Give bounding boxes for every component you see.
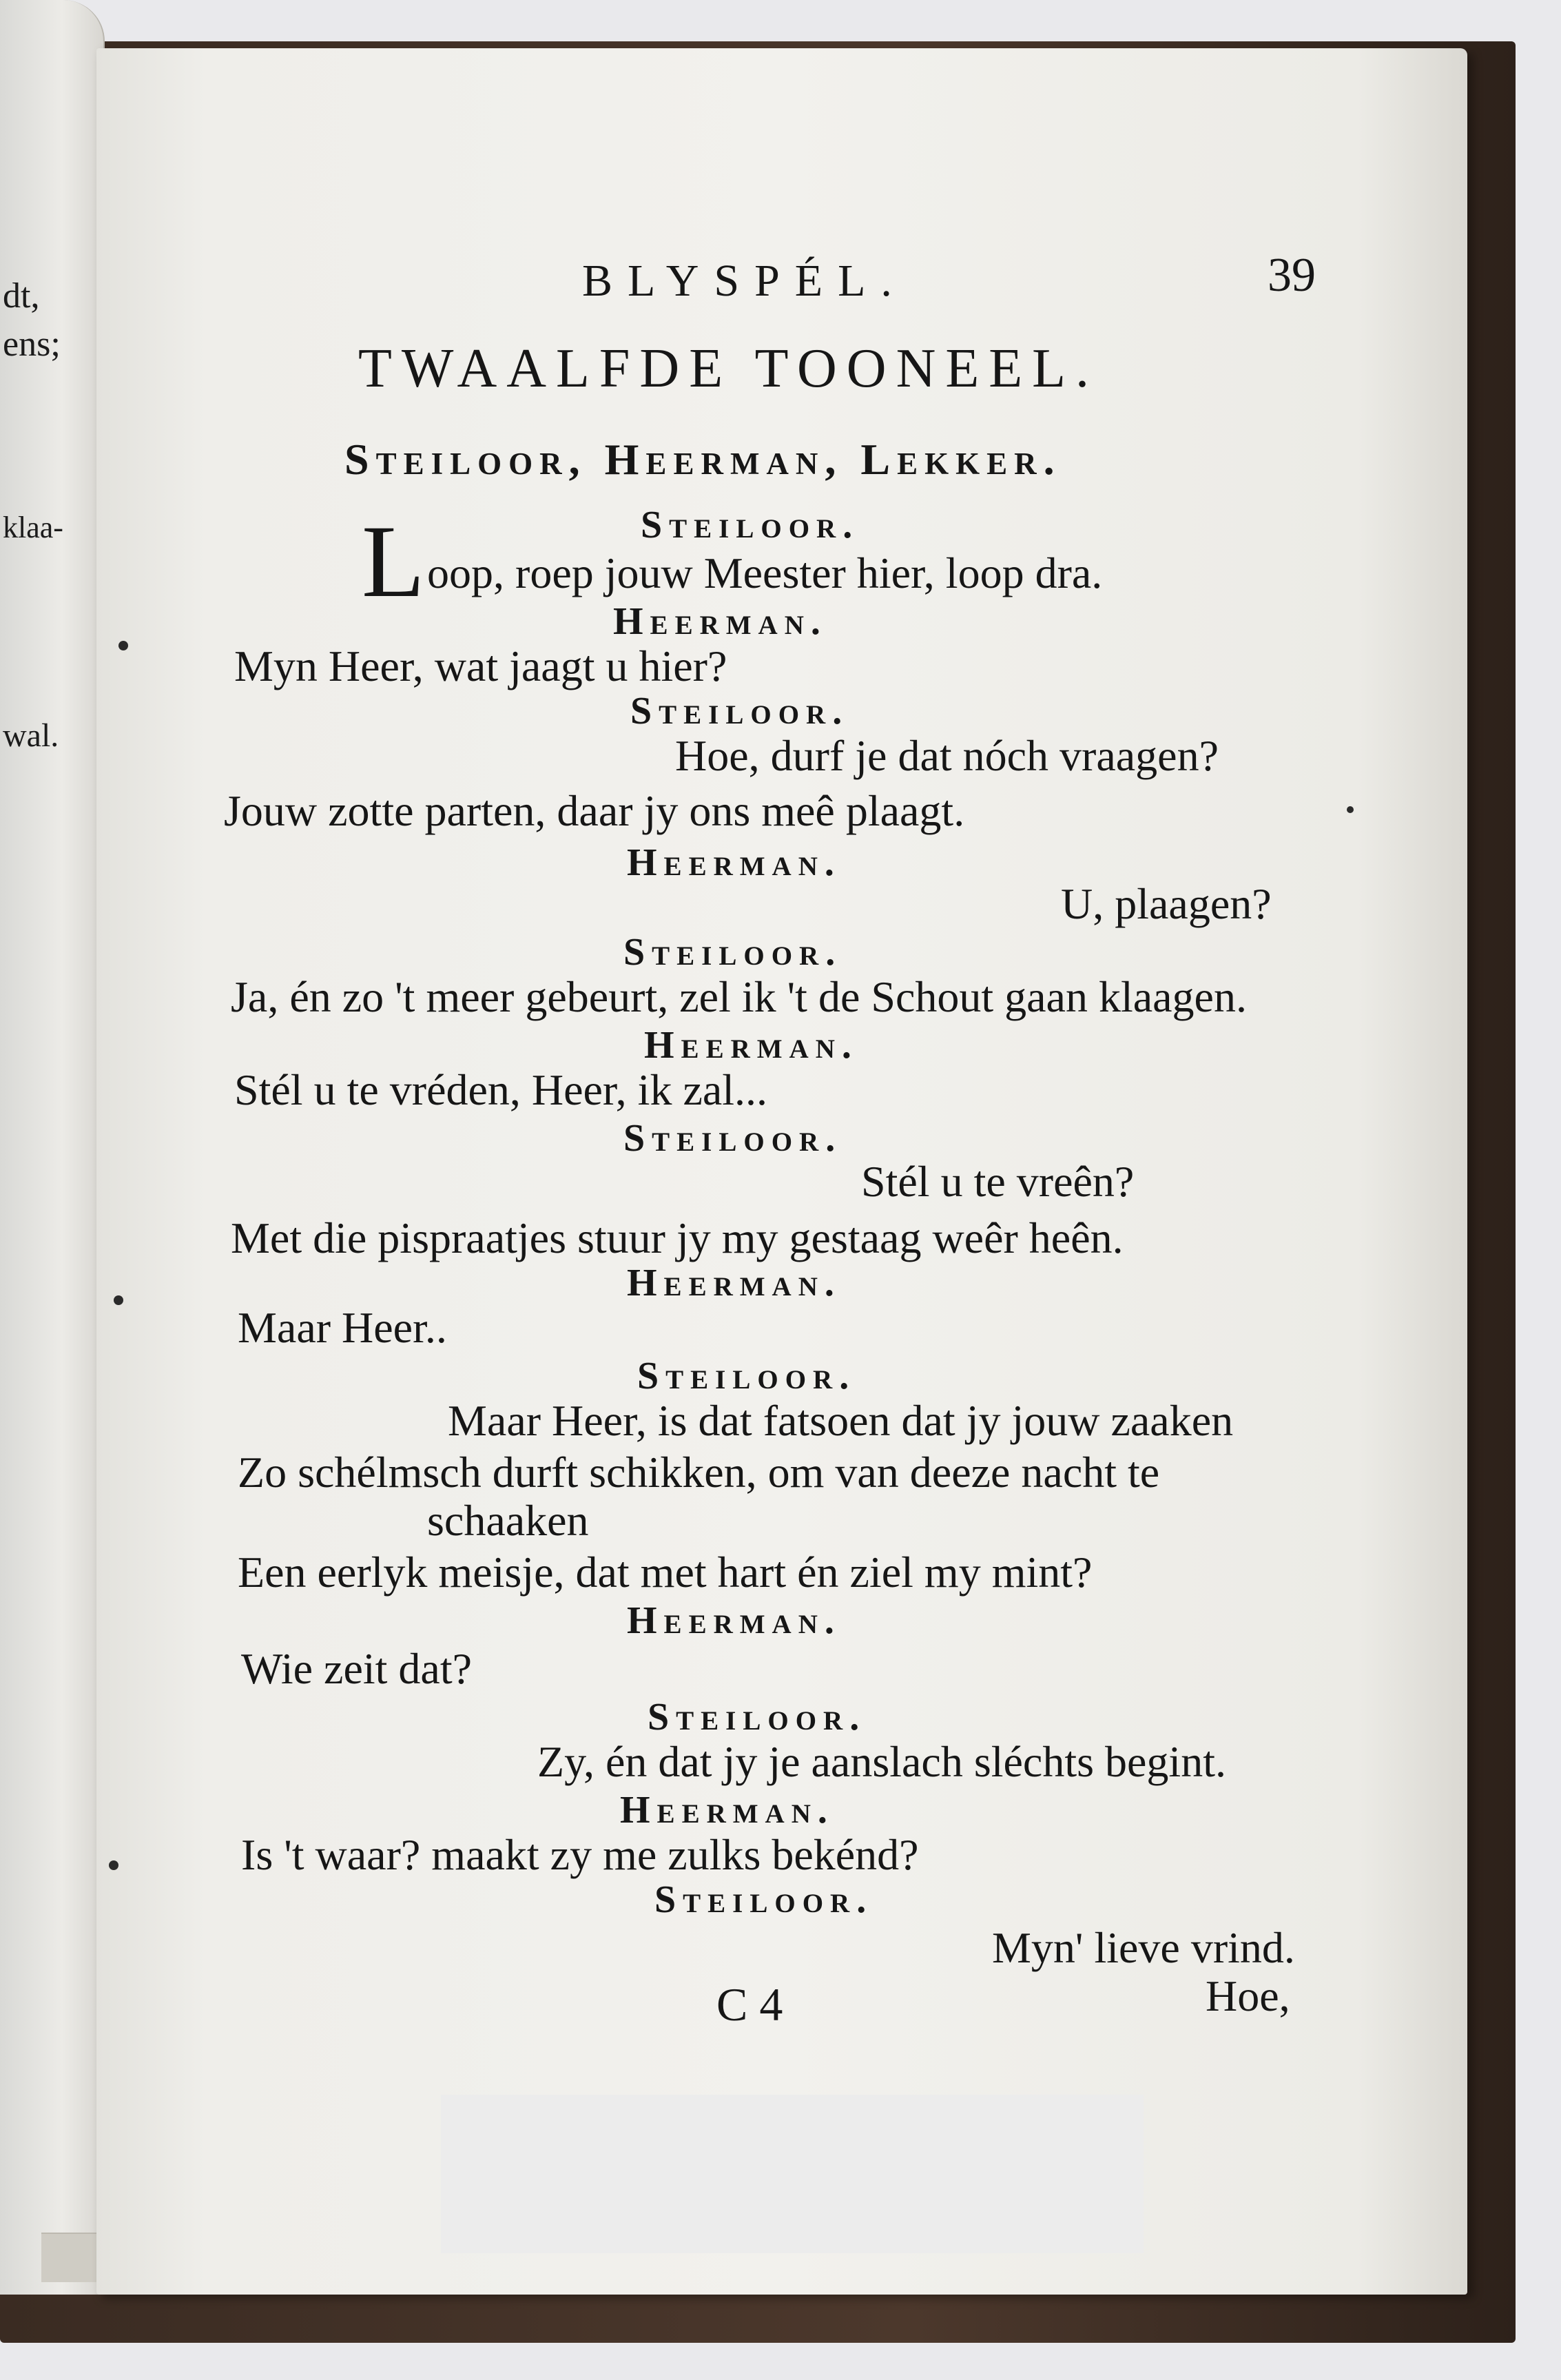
drop-cap: L (362, 504, 425, 619)
book-page (96, 48, 1467, 2295)
verse-line: Myn Heer, wat jaagt u hier? (234, 642, 727, 690)
verse-line: Zy, én dat jy je aanslach sléchts begint. (537, 1737, 1226, 1786)
speaker-name: Heerman. (620, 1789, 834, 1832)
binding-hole (114, 1295, 123, 1305)
verse-line: U, plaagen? (1061, 879, 1272, 928)
page-number: 39 (1268, 249, 1316, 302)
verse-line: Met die pispraatjes stuur jy my gestaag weêr heên. (231, 1213, 1124, 1262)
speaker-name: Steiloor. (630, 690, 849, 732)
speaker-name: Steiloor. (654, 1878, 873, 1921)
left-page-fragment: klaa- (3, 511, 63, 544)
verse-line: Myn' lieve vrind. (992, 1923, 1295, 1972)
left-page-fragment: dt, (3, 276, 40, 316)
verse-line: Stél u te vréden, Heer, ik zal... (234, 1065, 768, 1114)
left-page-fragment: wal. (3, 717, 59, 754)
binding-hole (118, 641, 128, 650)
speaker-name: Steiloor. (623, 1117, 842, 1160)
verse-line: Stél u te vreên? (861, 1157, 1135, 1206)
speaker-name: Heerman. (627, 1262, 841, 1304)
verse-line: Maar Heer.. (238, 1303, 447, 1352)
speaker-name: Steiloor. (648, 1696, 867, 1738)
redaction-box (441, 2095, 1144, 2253)
verse-line: Ja, én zo 't meer gebeurt, zel ik 't de Schout gaan klaagen. (231, 972, 1247, 1021)
running-title: BLYSPÉL. (582, 256, 907, 306)
speaker-name: Steiloor. (641, 504, 860, 546)
verse-line: Is 't waar? maakt zy me zulks bekénd? (241, 1830, 919, 1879)
binding-hole (109, 1860, 118, 1870)
scene-title: TWAALFDE TOONEEL. (358, 338, 1099, 399)
speaker-name: Heerman. (644, 1024, 858, 1067)
verse-line: oop, roep jouw Meester hier, loop dra. (427, 548, 1103, 597)
speaker-name: Steiloor. (623, 931, 842, 974)
verse-line: Jouw zotte parten, daar jy ons meê plaagt. (224, 786, 965, 835)
signature-mark: C 4 (716, 1978, 783, 2031)
ink-speck (1347, 806, 1354, 813)
verse-line: Zo schélmsch durft schikken, om van deeze nacht te (238, 1448, 1160, 1497)
verse-line: schaaken (427, 1496, 589, 1545)
verse-line: Wie zeit dat? (241, 1644, 472, 1693)
catchword: Hoe, (1206, 1971, 1290, 2020)
speaker-name: Heerman. (613, 600, 827, 643)
speaker-name: Heerman. (627, 841, 841, 884)
speaker-name: Steiloor. (637, 1355, 856, 1397)
verse-line: Hoe, durf je dat nóch vraagen? (675, 731, 1219, 780)
verse-line: Een eerlyk meisje, dat met hart én ziel my mint? (238, 1548, 1093, 1597)
speaker-name: Heerman. (627, 1599, 841, 1642)
facing-left-page (0, 0, 105, 2295)
verse-line: Maar Heer, is dat fatsoen dat jy jouw zaaken (448, 1396, 1234, 1445)
left-page-fragment: ens; (3, 325, 61, 364)
scene-characters: Steiloor, Heerman, Lekker. (344, 435, 1062, 484)
